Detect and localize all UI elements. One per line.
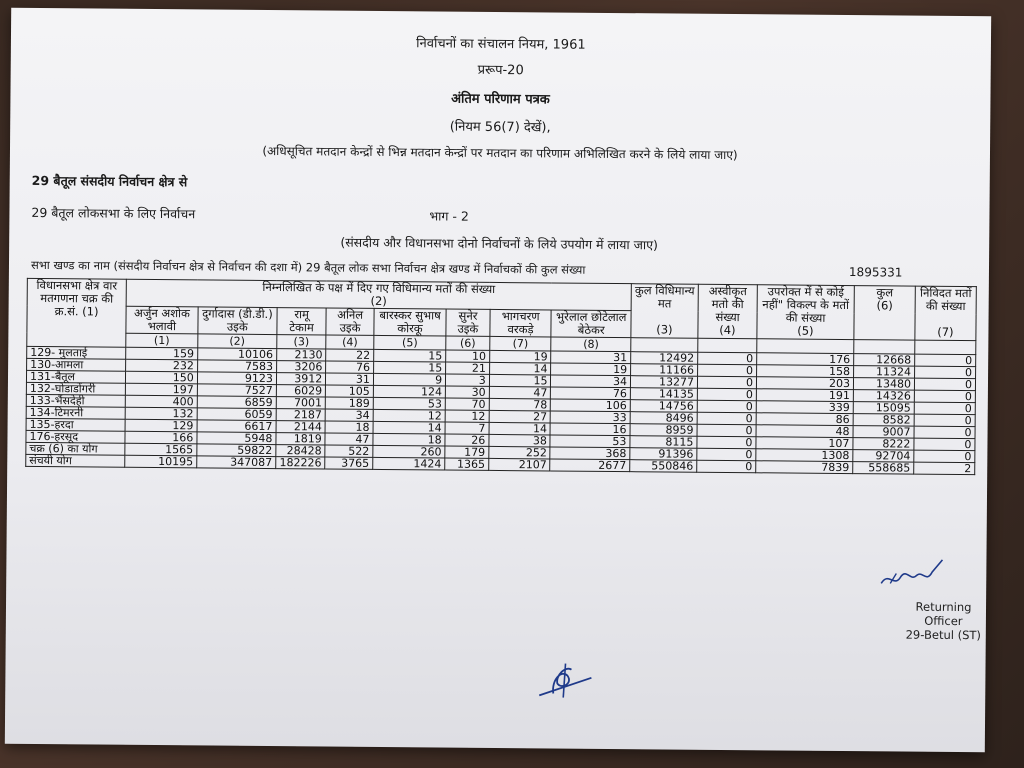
- tendered-cell: 0: [914, 450, 975, 463]
- candidate-index: (8): [551, 337, 631, 352]
- usage-note: (संसदीय और विधानसभा दोनो निर्वाचनों के लिये उपयोग में लाया जाए): [340, 234, 659, 253]
- vote-cell: 15: [373, 361, 445, 374]
- vote-cell: 76: [551, 387, 631, 400]
- sheet-title: अंतिम परिणाम पत्रक: [451, 91, 550, 108]
- candidate-header: भुरेलाल छोटेलाल बेठेकर: [551, 310, 631, 338]
- form-number: प्ररूप-20: [477, 62, 524, 79]
- vote-cell: 3912: [276, 373, 325, 385]
- vote-cell: 31: [326, 373, 374, 385]
- vote-cell: 53: [373, 397, 445, 410]
- vote-cell: 179: [445, 446, 489, 458]
- vote-cell: 34: [325, 409, 373, 421]
- vote-cell: 9: [373, 373, 445, 386]
- total-valid-cell: 12492: [631, 352, 698, 365]
- vote-cell: 1365: [445, 458, 489, 470]
- vote-cell: 3: [446, 374, 490, 386]
- vote-cell: 10106: [197, 348, 276, 361]
- vote-cell: 2144: [276, 421, 325, 433]
- nota-cell: 1308: [756, 449, 853, 462]
- rejected-cell: 0: [698, 364, 757, 377]
- vote-cell: 22: [326, 349, 374, 361]
- candidate-index: (6): [446, 336, 490, 350]
- total-valid-cell: 8115: [630, 436, 697, 449]
- vote-cell: 2187: [276, 409, 325, 421]
- result-sheet: [5, 8, 991, 753]
- rejected-cell: 0: [697, 412, 756, 425]
- electors-total: 1895331: [848, 265, 903, 280]
- tendered-cell: 0: [914, 402, 975, 415]
- vote-cell: 3206: [276, 361, 325, 373]
- segment-name: 130-आमला: [27, 358, 126, 371]
- vote-cell: 522: [325, 445, 373, 457]
- vote-cell: 6059: [197, 408, 276, 421]
- nota-cell: 107: [756, 437, 853, 450]
- vote-cell: 31: [551, 351, 631, 364]
- rejected-cell: 0: [697, 400, 756, 413]
- vote-cell: 159: [126, 347, 198, 360]
- rejected-cell: 0: [697, 424, 756, 437]
- vote-cell: 129: [125, 419, 197, 432]
- vote-cell: 12: [445, 410, 489, 422]
- vote-cell: 105: [326, 385, 374, 397]
- vote-cell: 368: [550, 447, 630, 460]
- vote-cell: 347087: [197, 456, 276, 469]
- vote-cell: 2130: [277, 349, 326, 361]
- vote-cell: 70: [445, 398, 489, 410]
- candidate-index: (7): [490, 336, 552, 351]
- vote-cell: 10: [446, 350, 490, 362]
- total-cell: 558685: [853, 462, 914, 475]
- constituency-title: 29 बैतूल संसदीय निर्वाचन क्षेत्र से: [31, 172, 188, 190]
- candidate-header: सुनेर उइके: [446, 309, 490, 336]
- tendered-cell: 0: [914, 414, 975, 427]
- total-cell: 12668: [854, 354, 915, 367]
- total-valid-cell: 14135: [630, 388, 697, 401]
- vote-cell: 38: [489, 434, 551, 447]
- segment-name: 134-टिमरनी: [26, 406, 125, 419]
- tendered-cell: 0: [914, 426, 975, 439]
- vote-cell: 14: [489, 362, 551, 375]
- returning-officer-block: [901, 600, 986, 643]
- nota-header: उपरोक्त में से कोई नहीं" विकल्प के मतों की संख्या (5): [757, 285, 854, 340]
- candidate-header: रामू टेकाम: [277, 308, 327, 335]
- total-valid-cell: 11166: [631, 364, 698, 377]
- nota-cell: 158: [757, 365, 854, 378]
- vote-cell: 18: [373, 433, 445, 446]
- nota-cell: 339: [756, 401, 853, 414]
- returning-officer-signature: [876, 553, 946, 594]
- rejected-cell: 0: [697, 460, 756, 473]
- candidate-index: (2): [198, 334, 277, 349]
- vote-cell: 19: [551, 363, 631, 376]
- vote-cell: 10195: [125, 455, 197, 468]
- candidate-header: भागचरण वरकड़े: [490, 309, 552, 337]
- vote-cell: 76: [326, 361, 374, 373]
- vote-cell: 106: [551, 399, 631, 412]
- tendered-cell: 0: [914, 378, 975, 391]
- vote-cell: 16: [551, 423, 631, 436]
- vote-cell: 33: [551, 411, 631, 424]
- rejected-cell: 0: [697, 436, 756, 449]
- total-cell: 92704: [853, 450, 914, 463]
- segment-column-header: विधानसभा क्षेत्र वार मतगणना चक्र की क्र.सं. (1): [27, 278, 127, 347]
- results-table: [25, 278, 977, 475]
- vote-cell: 14: [373, 421, 445, 434]
- vote-cell: 14: [489, 422, 551, 435]
- vote-cell: 124: [373, 385, 445, 398]
- total-cell: 13480: [853, 378, 914, 391]
- vote-cell: 30: [445, 386, 489, 398]
- total-cell: 14326: [853, 390, 914, 403]
- vote-cell: 28428: [276, 445, 325, 457]
- vote-cell: 6859: [197, 396, 276, 409]
- vote-cell: 53: [550, 435, 630, 448]
- nota-cell: 191: [756, 389, 853, 402]
- total-cell: 8222: [853, 438, 914, 451]
- vote-cell: 7: [445, 422, 489, 434]
- rejected-cell: 0: [697, 388, 756, 401]
- rejected-header: अस्वीकृत मतो की संख्या (4): [698, 284, 757, 339]
- nota-cell: 86: [756, 413, 853, 426]
- rejected-cell: 0: [697, 448, 756, 461]
- segment-name: 133-भैंसदेही: [26, 394, 125, 407]
- total-cell: 11324: [854, 366, 915, 379]
- election-name: 29 बैतूल लोकसभा के लिए निर्वाचन: [31, 204, 196, 222]
- candidate-index: (3): [277, 335, 327, 349]
- vote-cell: 47: [489, 386, 551, 399]
- candidate-header: अनिल उइके: [326, 308, 374, 335]
- candidate-header: दुर्गादास (डी.डी.) उइके: [198, 307, 277, 335]
- segment-name: 132-घोडाडोंगरी: [26, 382, 125, 395]
- vote-cell: 59822: [197, 444, 276, 457]
- vote-cell: 47: [325, 433, 373, 445]
- vote-cell: 26: [445, 434, 489, 446]
- nota-cell: 48: [756, 425, 853, 438]
- candidate-header: अर्जुन अशोक भलावी: [126, 306, 198, 334]
- vote-cell: 2677: [550, 459, 630, 472]
- tendered-cell: 0: [914, 390, 975, 403]
- total-header: कुल (6): [854, 286, 915, 341]
- tendered-cell: 0: [915, 354, 976, 367]
- sheet-note: (अधिसूचित मतदान केन्द्रों से भिन्न मतदान केन्द्रों पर मतदान का परिणाम अभिलिखित करने के लिये लाया जाए): [262, 143, 738, 163]
- vote-cell: 260: [373, 445, 445, 458]
- vote-cell: 1565: [125, 443, 197, 456]
- vote-cell: 9123: [197, 372, 276, 385]
- segment-name: 135-हरदा: [26, 418, 125, 431]
- nota-cell: 176: [757, 353, 854, 366]
- nota-cell: 7839: [756, 461, 853, 474]
- tendered-cell: 2: [914, 462, 975, 475]
- vote-cell: 232: [126, 359, 198, 372]
- vote-cell: 6617: [197, 420, 276, 433]
- vote-cell: 27: [489, 410, 551, 423]
- candidate-index: (5): [374, 335, 446, 350]
- nota-cell: 203: [756, 377, 853, 390]
- valid-votes-header: निम्नलिखित के पक्ष में दिए गए विधिमान्य मतों की संख्या (2): [126, 279, 631, 310]
- tendered-header: निविदत मतों की संख्या (7): [915, 286, 976, 341]
- vote-cell: 7527: [197, 384, 276, 397]
- tendered-cell: 0: [914, 438, 975, 451]
- segment-name: संचयी योग: [26, 454, 125, 467]
- total-valid-cell: 550846: [630, 460, 697, 473]
- officer-constituency: 29-Betul (ST): [905, 627, 981, 643]
- candidate-index: (4): [326, 335, 374, 349]
- part-label: भाग - 2: [429, 208, 469, 224]
- total-valid-cell: 8496: [630, 412, 697, 425]
- vote-cell: 7001: [276, 397, 325, 409]
- total-valid-cell: 14756: [630, 400, 697, 413]
- vote-cell: 166: [125, 431, 197, 444]
- vote-cell: 150: [125, 371, 197, 384]
- vote-cell: 400: [125, 395, 197, 408]
- vote-cell: 5948: [197, 432, 276, 445]
- vote-cell: 1424: [373, 457, 445, 470]
- vote-cell: 132: [125, 407, 197, 420]
- total-cell: 15095: [853, 402, 914, 415]
- vote-cell: 18: [325, 421, 373, 433]
- vote-cell: 34: [551, 375, 631, 388]
- segment-name: 131-बैतूल: [26, 370, 125, 383]
- tendered-cell: 0: [915, 366, 976, 379]
- rule-reference: (नियम 56(7) देखें),: [449, 119, 551, 136]
- rejected-cell: 0: [697, 376, 756, 389]
- vote-cell: 252: [489, 446, 551, 459]
- vote-cell: 7583: [197, 360, 276, 373]
- vote-cell: 15: [489, 374, 551, 387]
- vote-cell: 182226: [276, 457, 325, 469]
- observer-signature: [535, 657, 595, 703]
- vote-cell: 3765: [325, 457, 373, 469]
- vote-cell: 197: [125, 383, 197, 396]
- segment-name: 129- मुलताई: [27, 346, 126, 359]
- total-valid-cell: 13277: [630, 376, 697, 389]
- candidate-header: बारस्कर सुभाष कोरकू: [374, 308, 446, 336]
- rules-title: निर्वाचनों का संचालन नियम, 1961: [416, 36, 586, 53]
- vote-cell: 15: [374, 349, 446, 362]
- total-cell: 9007: [853, 426, 914, 439]
- segment-name: 176-हरसूद: [26, 430, 125, 443]
- total-valid-header: कुल विधिमान्य मत (3): [631, 284, 698, 339]
- rejected-cell: 0: [698, 352, 757, 365]
- candidate-index: (1): [126, 333, 198, 348]
- vote-cell: 21: [446, 362, 490, 374]
- electors-label: सभा खण्ड का नाम (संसदीय निर्वाचन क्षेत्र से निर्वाचन की दशा में) 29 बैतूल लोक सभा निर्वाचन क्षेत्र खण्ड में निर्वाचकों की कुल संख्या: [30, 257, 586, 277]
- vote-cell: 1819: [276, 433, 325, 445]
- vote-cell: 189: [326, 397, 374, 409]
- vote-cell: 2107: [488, 458, 550, 471]
- total-cell: 8582: [853, 414, 914, 427]
- vote-cell: 12: [373, 409, 445, 422]
- vote-cell: 78: [489, 398, 551, 411]
- vote-cell: 6029: [276, 385, 325, 397]
- officer-title: Returning Officer: [915, 599, 972, 629]
- segment-name: चक्र (6) का योग: [26, 442, 125, 455]
- total-valid-cell: 8959: [630, 424, 697, 437]
- vote-cell: 19: [489, 350, 551, 363]
- total-valid-cell: 91396: [630, 448, 697, 461]
